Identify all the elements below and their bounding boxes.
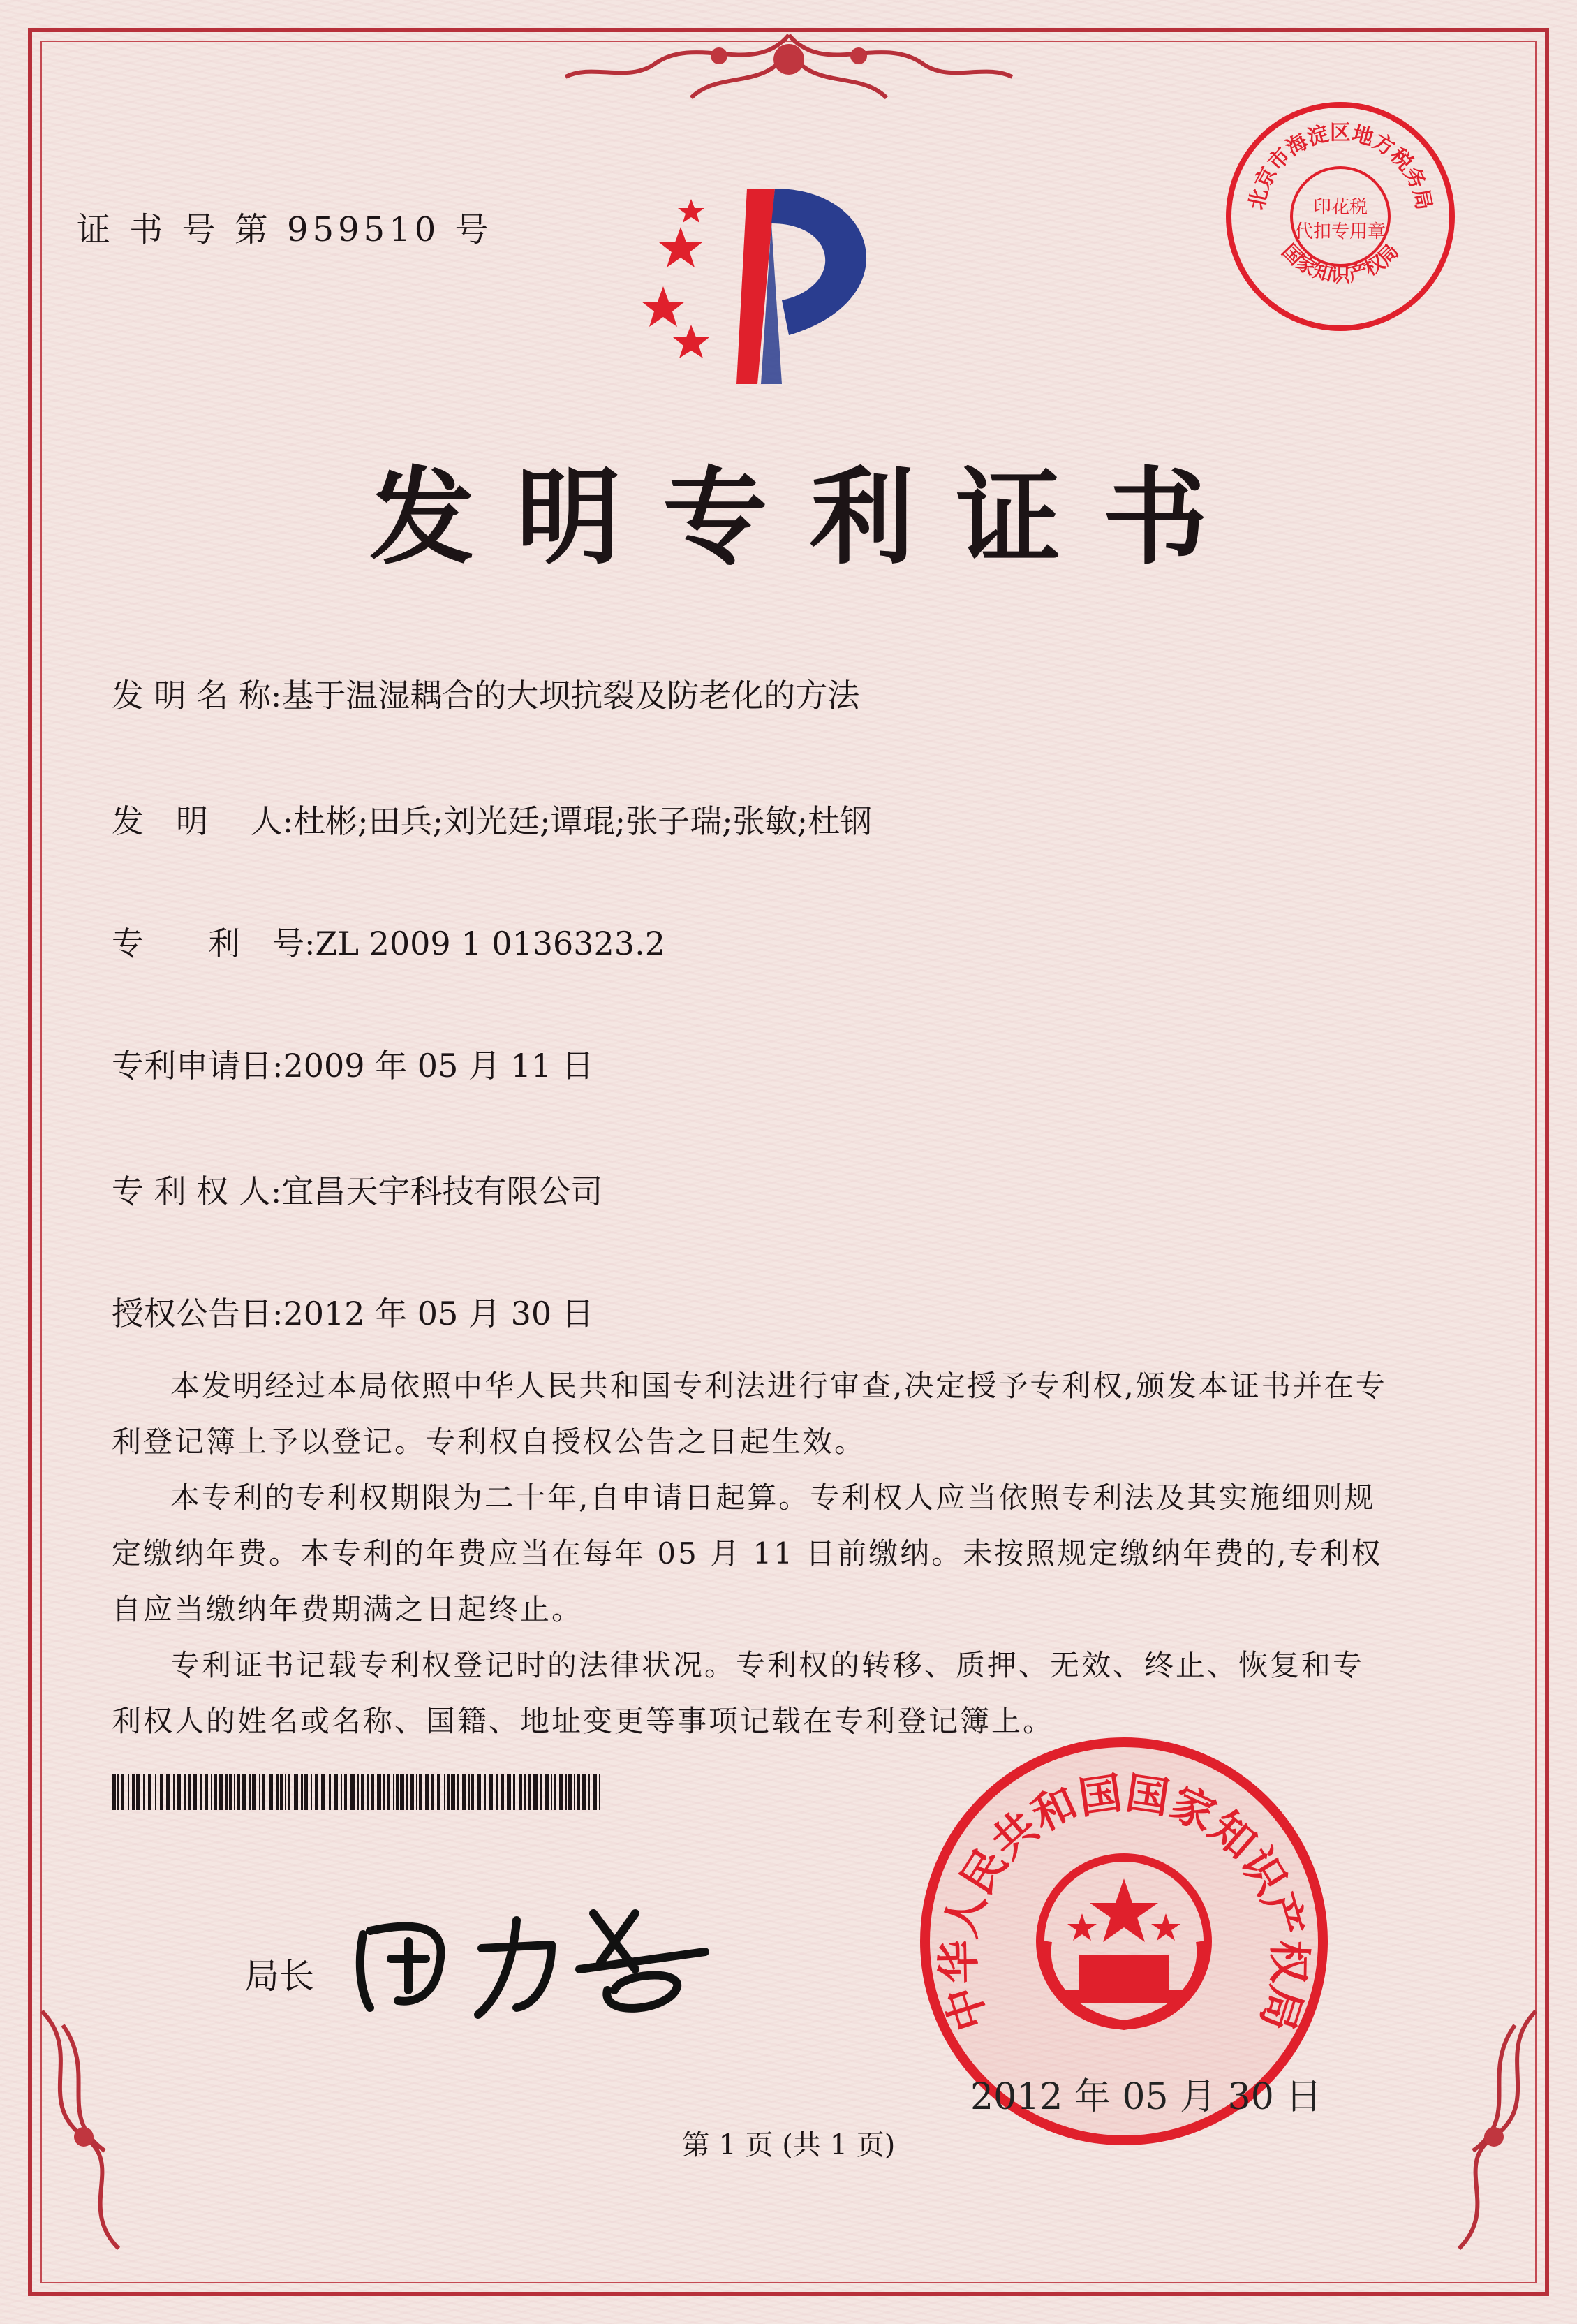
barcode-bar (451, 1774, 455, 1810)
tax-stamp-center-line2: 代扣专用章 (1294, 221, 1386, 242)
barcode-bar (234, 1774, 235, 1810)
barcode-bar (361, 1774, 364, 1810)
barcode-bar (188, 1774, 191, 1810)
field-inventors (112, 796, 872, 842)
barcode-bar (214, 1774, 217, 1810)
barcode-bar (262, 1774, 265, 1810)
barcode-bar (383, 1774, 385, 1810)
barcode-bar (582, 1774, 586, 1810)
field-value: 宜昌天宇科技有限公司 (281, 1172, 603, 1210)
barcode-bar (269, 1774, 273, 1810)
barcode-bar (285, 1774, 286, 1810)
tax-stamp-ring-text: 北京市海淀区地方税务局 (1244, 121, 1437, 212)
field-label: 授权公告日: (112, 1295, 283, 1332)
field-label: 发 明 人: (112, 802, 294, 840)
barcode-bar (259, 1774, 260, 1810)
barcode-bar (551, 1774, 552, 1810)
barcode-bar (121, 1774, 124, 1810)
barcode-bar (425, 1774, 429, 1810)
tax-stamp-bottom-text: 国家知识产权局 (1277, 239, 1404, 286)
barcode-bar (177, 1774, 181, 1810)
director-signature (342, 1885, 733, 2032)
barcode-bar (393, 1774, 394, 1810)
barcode-bar (280, 1774, 283, 1810)
barcode (112, 1774, 600, 1810)
barcode-bar (568, 1774, 572, 1810)
field-value: 杜彬;田兵;刘光廷;谭琨;张子瑞;张敏;杜钢 (293, 802, 873, 840)
barcode-bar (229, 1774, 232, 1810)
barcode-bar (219, 1774, 223, 1810)
barcode-bar (496, 1774, 498, 1810)
barcode-bar (524, 1774, 526, 1810)
field-label: 发 明 名 称: (112, 677, 282, 714)
barcode-bar (112, 1774, 116, 1810)
barcode-bar (593, 1774, 597, 1810)
barcode-bar (117, 1774, 119, 1810)
barcode-bar (507, 1774, 511, 1810)
barcode-bar (457, 1774, 459, 1810)
barcode-bar (329, 1774, 331, 1810)
barcode-bar (211, 1774, 212, 1810)
barcode-bar (519, 1774, 522, 1810)
field-invention-name (112, 670, 859, 716)
barcode-bar (184, 1774, 186, 1810)
barcode-bar (205, 1774, 208, 1810)
barcode-bar (311, 1774, 312, 1810)
body-paragraph: 本发明经过本局依照中华人民共和国专利法进行审查,决定授予专利权,颁发本证书并在专利登记簿上予以登记。专利权自授权公告之日起生效。 (112, 1369, 1387, 1459)
barcode-bar (143, 1774, 145, 1810)
field-patentee (112, 1166, 602, 1212)
field-value: ZL 2009 1 0136323.2 (315, 925, 665, 962)
barcode-bar (304, 1774, 308, 1810)
barcode-bar (136, 1774, 140, 1810)
field-grant-date (112, 1288, 594, 1334)
barcode-bar (237, 1774, 240, 1810)
barcode-bar (599, 1774, 600, 1810)
field-value: 2009 年 05 月 11 日 (283, 1047, 594, 1084)
barcode-bar (462, 1774, 466, 1810)
director-label: 局长 (244, 1956, 314, 1996)
certificate-number: 证 书 号 第 959510 号 (77, 210, 493, 249)
barcode-bar (225, 1774, 228, 1810)
barcode-bar (315, 1774, 318, 1810)
barcode-bar (447, 1774, 450, 1810)
barcode-bar (540, 1774, 542, 1810)
tax-stamp-seal (1222, 98, 1459, 335)
field-label: 专 利 权 人: (112, 1172, 282, 1210)
barcode-bar (276, 1774, 279, 1810)
field-application-date (112, 1040, 594, 1087)
barcode-bar (377, 1774, 381, 1810)
seal-date: 2012 年 05 月 30 日 (970, 2076, 1322, 2118)
barcode-bar (484, 1774, 486, 1810)
barcode-bar (242, 1774, 246, 1810)
barcode-bar (406, 1774, 408, 1810)
barcode-bar (468, 1774, 470, 1810)
barcode-bar (288, 1774, 290, 1810)
barcode-bar (367, 1774, 369, 1810)
barcode-bar (444, 1774, 445, 1810)
barcode-bar (533, 1774, 538, 1810)
page-footer: 第 1 页 (共 1 页) (681, 2129, 896, 2161)
barcode-bar (160, 1774, 163, 1810)
barcode-bar (419, 1774, 422, 1810)
barcode-bar (416, 1774, 417, 1810)
barcode-bar (344, 1774, 347, 1810)
barcode-bar (334, 1774, 338, 1810)
barcode-bar (400, 1774, 404, 1810)
field-label: 专利申请日: (112, 1047, 283, 1084)
top-ornament (545, 21, 1033, 126)
official-seal-ring-text: 中华人民共和国国家知识产权局 (933, 1767, 1315, 2037)
body-paragraph: 本专利的专利权期限为二十年,自申请日起算。专利权人应当依照专利法及其实施细则规定缴纳年费。本专利的年费应当在每年 05 月 11 日前缴纳。未按照规定缴纳年费的,专利权自应当缴纳年费期满之日起终止。 (112, 1480, 1383, 1626)
barcode-bar (387, 1774, 390, 1810)
barcode-bar (341, 1774, 342, 1810)
barcode-bar (489, 1774, 493, 1810)
barcode-bar (559, 1774, 563, 1810)
barcode-bar (301, 1774, 303, 1810)
barcode-bar (155, 1774, 156, 1810)
barcode-bar (577, 1774, 580, 1810)
barcode-bar (173, 1774, 175, 1810)
director-signature-block (244, 1948, 314, 1999)
barcode-bar (396, 1774, 399, 1810)
certificate-body (112, 1358, 1389, 1749)
barcode-bar (528, 1774, 531, 1810)
barcode-bar (252, 1774, 256, 1810)
field-label: 专 利 号: (112, 925, 316, 962)
field-value: 基于温湿耦合的大坝抗裂及防老化的方法 (281, 677, 860, 714)
barcode-bar (410, 1774, 414, 1810)
signature-text: 田力普 (538, 1985, 558, 1992)
barcode-bar (565, 1774, 567, 1810)
barcode-bar (371, 1774, 374, 1810)
field-value: 2012 年 05 月 30 日 (283, 1295, 594, 1332)
barcode-bar (588, 1774, 590, 1810)
barcode-bar (200, 1774, 202, 1810)
barcode-bar (501, 1774, 504, 1810)
certificate-title: 发明专利证书 (369, 456, 1250, 579)
barcode-bar (350, 1774, 355, 1810)
barcode-bar (545, 1774, 549, 1810)
barcode-bar (193, 1774, 197, 1810)
barcode-bar (132, 1774, 135, 1810)
barcode-bar (574, 1774, 575, 1810)
barcode-bar (249, 1774, 251, 1810)
barcode-bar (128, 1774, 129, 1810)
patent-office-logo (614, 175, 908, 398)
body-paragraph: 专利证书记载专利权登记时的法律状况。专利权的转移、质押、无效、终止、恢复和专利权人的姓名或名称、国籍、地址变更等事项记载在专利登记簿上。 (112, 1648, 1365, 1738)
barcode-bar (431, 1774, 434, 1810)
barcode-bar (477, 1774, 481, 1810)
field-patent-number (112, 918, 665, 964)
barcode-bar (554, 1774, 556, 1810)
barcode-bar (166, 1774, 170, 1810)
barcode-bar (321, 1774, 325, 1810)
tax-stamp-center-line1: 印花税 (1312, 197, 1368, 218)
barcode-bar (471, 1774, 474, 1810)
barcode-bar (513, 1774, 515, 1810)
barcode-bar (357, 1774, 359, 1810)
barcode-bar (294, 1774, 298, 1810)
barcode-bar (437, 1774, 440, 1810)
barcode-bar (148, 1774, 151, 1810)
